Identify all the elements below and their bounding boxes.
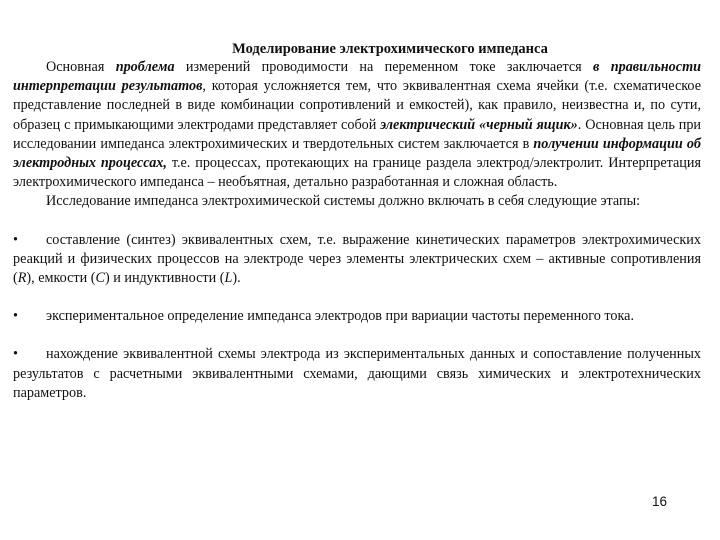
para1-text-5: , которая усложняется тем, что эквивалентная схема ячейки (т.е. схематическое представление последней в виде комбинации сопротивлений и емкостей), как правило, неизвестна и, по сути, образец с примыкающими электродами представляет собой: [13, 78, 701, 133]
spacer: [13, 326, 701, 345]
bullet3-text: нахождение эквивалентной схемы электрода из экспериментальных данных и сопоставление полученных результатов с расчетными эквивалентными схемами, дающими связь химических и электротехнических параметров.: [13, 346, 701, 401]
spacer: [13, 288, 701, 307]
symbol-r: R: [17, 270, 27, 287]
spacer: [13, 212, 701, 231]
symbol-c: C: [95, 270, 105, 287]
para1-text-1: Основная: [46, 59, 116, 75]
paragraph-intro: [13, 58, 701, 192]
para1-text-7: . Основная цель при исследовании импеданса электрохимических и твердотельных систем заключается в: [13, 116, 702, 152]
bullet1-text-3: ) и индуктивности (: [104, 270, 225, 287]
symbol-l: L: [224, 270, 233, 287]
bullet-marker: •: [13, 231, 18, 248]
bullet2-text: экспериментальное определение импеданса электродов при вариации частоты переменного тока.: [46, 308, 634, 325]
para1-emphasis-black-box: электрический «черный ящик»: [380, 116, 578, 133]
bullet-marker: •: [13, 346, 18, 363]
para1-emphasis-interpretation: в правильности интерпретации результатов: [13, 59, 701, 95]
para1-emphasis-electrode-info: получении информации об электродных процессах,: [13, 135, 702, 172]
bullet-marker: •: [13, 308, 18, 325]
para1-text-3: измерений проводимости на переменном токе заключается: [174, 59, 594, 75]
bullet1-text-2: ), емкости (: [26, 270, 96, 287]
list-item-experiment: [13, 307, 701, 326]
bullet1-text-4: ).: [232, 270, 241, 287]
page-title: Моделирование электрохимического импеданса: [232, 41, 548, 57]
paragraph-stages: Исследование импеданса электрохимической системы должно включать в себя следующие этапы:: [46, 193, 641, 210]
bullet1-text-1: составление (синтез) эквивалентных схем, т.е. выражение кинетических параметров электрохимических реакций и физических процессов на электроде через элементы электрических схем – активные сопротивления (: [13, 231, 701, 287]
para1-emphasis-problem: проблема: [115, 59, 175, 75]
list-item-synthesis: [13, 231, 701, 289]
para1-text-9: т.е. процессах, протекающих на границе раздела электрод/электролит. Интерпретация электрохимического импеданса – необъятная, детально разработанная и сложная область.: [13, 155, 702, 191]
page-number: 16: [652, 494, 668, 509]
list-item-comparison: [13, 345, 701, 403]
document-body: [13, 58, 701, 403]
